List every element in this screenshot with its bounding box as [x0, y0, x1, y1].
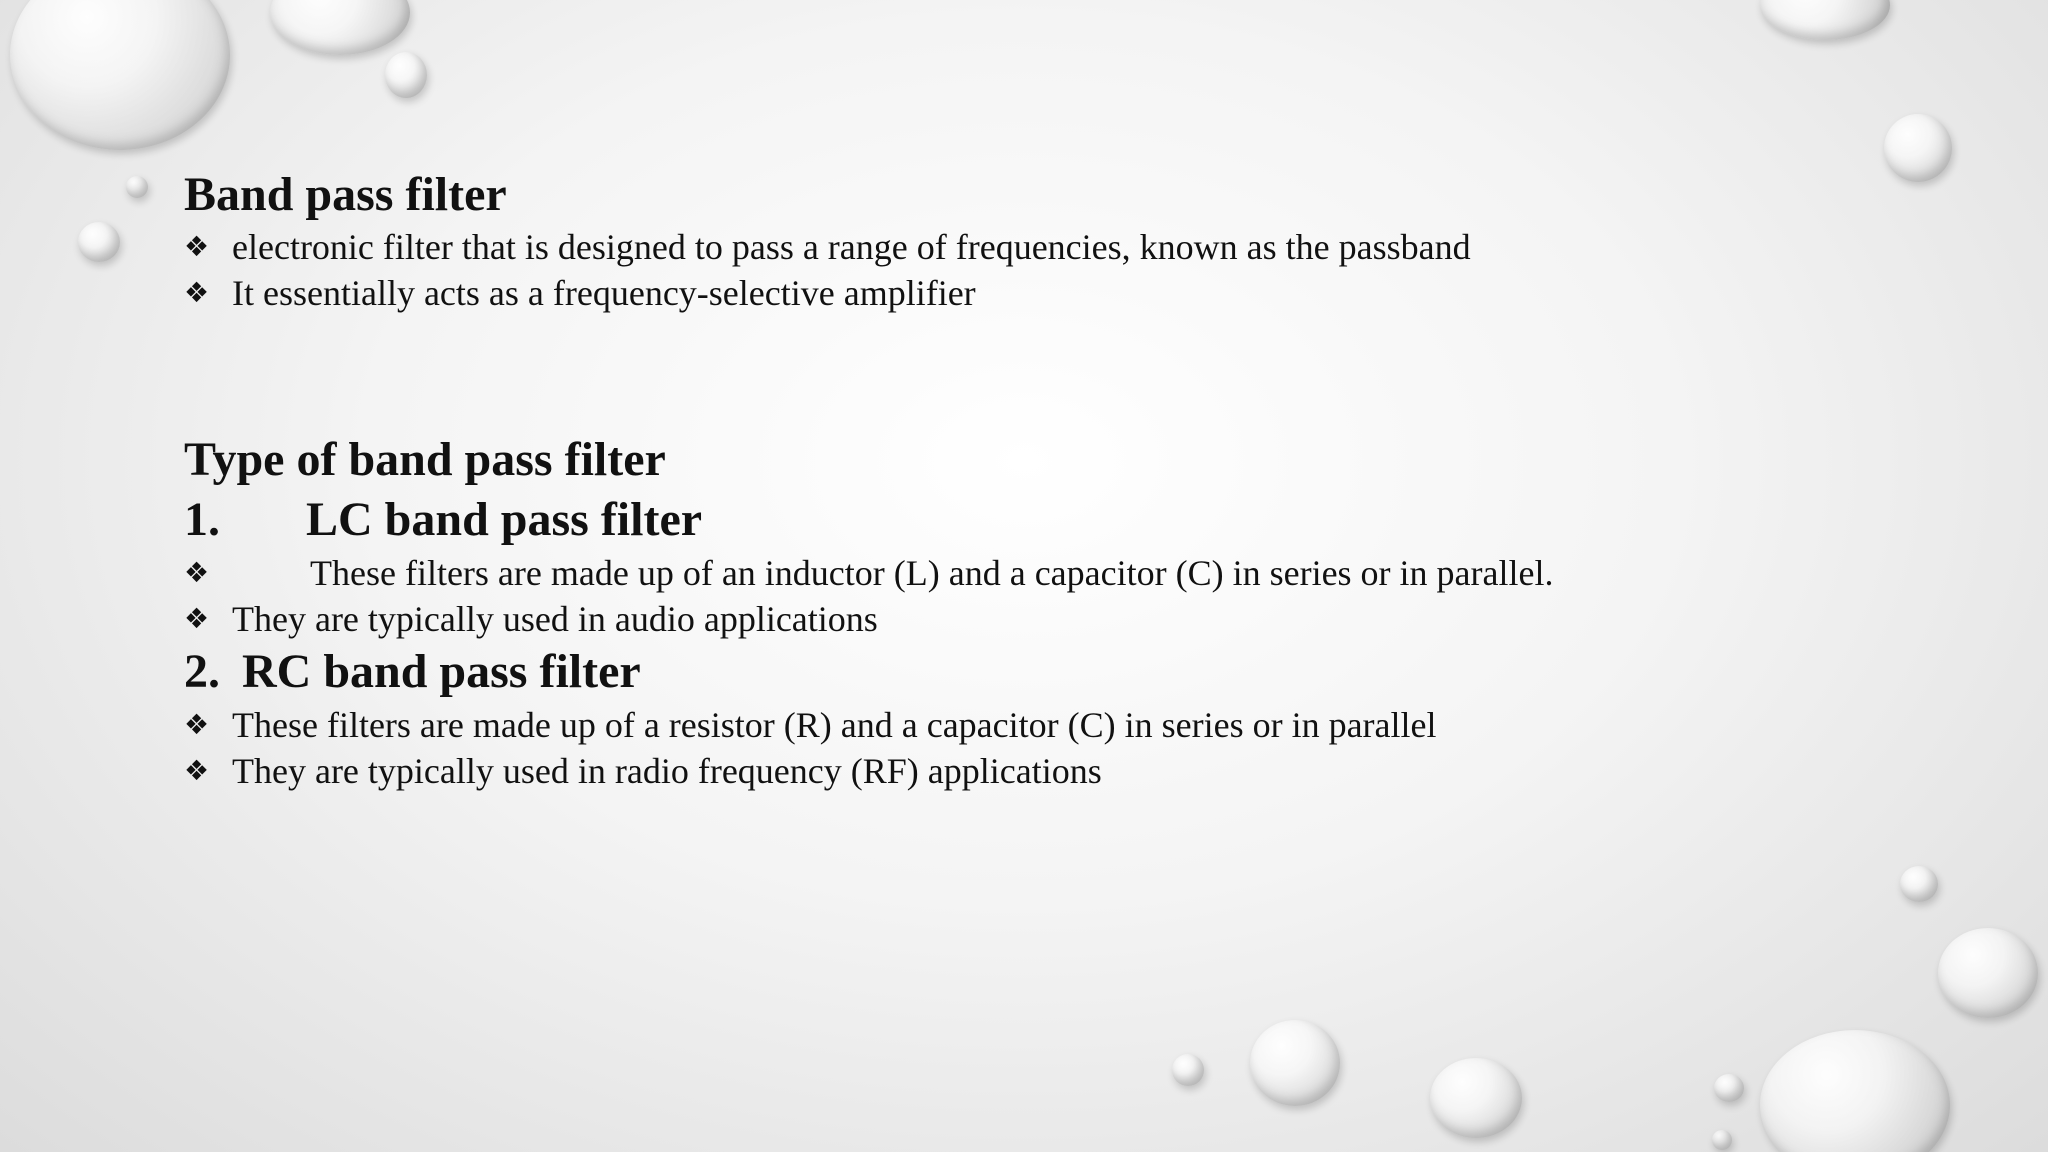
bullet-text: It essentially acts as a frequency-selective amplifier	[232, 273, 976, 313]
water-drop-decoration	[1250, 1020, 1340, 1106]
slide-content	[184, 166, 1584, 794]
bullet-item	[184, 224, 1584, 270]
bullet-item	[184, 702, 1584, 748]
water-drop-decoration	[1938, 928, 2038, 1018]
water-drop-decoration	[270, 0, 410, 55]
subsection-title-rc	[184, 642, 1584, 702]
diamond-bullet-icon: ❖	[184, 754, 210, 787]
water-drop-decoration	[1760, 0, 1890, 40]
bullet-text: These filters are made up of an inductor (L) and a capacitor (C) in series or in parallel.	[310, 553, 1554, 593]
bullet-text: electronic filter that is designed to pass a range of frequencies, known as the passband	[232, 227, 1471, 267]
diamond-bullet-icon: ❖	[184, 708, 210, 741]
water-drop-decoration	[1900, 866, 1938, 902]
bullet-text: These filters are made up of a resistor (R) and a capacitor (C) in series or in parallel	[232, 705, 1437, 745]
water-drop-decoration	[78, 222, 120, 262]
bullet-item	[184, 748, 1584, 794]
section-title-types: Type of band pass filter	[184, 433, 666, 486]
water-drop-decoration	[10, 0, 230, 150]
water-drop-decoration	[1172, 1054, 1204, 1086]
subsection-number: 1.	[184, 493, 220, 546]
bullet-text: They are typically used in audio applications	[232, 599, 878, 639]
water-drop-decoration	[1884, 114, 1952, 182]
diamond-bullet-icon: ❖	[184, 602, 210, 635]
water-drop-decoration	[1714, 1074, 1744, 1102]
water-drop-decoration	[1430, 1058, 1522, 1138]
section-title-band-pass-filter: Band pass filter	[184, 168, 507, 221]
diamond-bullet-icon: ❖	[184, 276, 210, 309]
water-drop-decoration	[126, 176, 148, 198]
bullet-item	[184, 550, 1584, 596]
subsection-number: 2.	[184, 645, 220, 698]
water-drop-decoration	[385, 52, 427, 98]
diamond-bullet-icon: ❖	[184, 230, 210, 263]
water-drop-decoration	[1760, 1030, 1950, 1152]
subsection-title-text: LC band pass filter	[306, 493, 703, 546]
subsection-title-lc	[184, 490, 1584, 550]
bullet-item	[184, 596, 1584, 642]
water-drop-decoration	[1712, 1130, 1732, 1150]
bullet-text: They are typically used in radio frequency (RF) applications	[232, 751, 1102, 791]
subsection-title-text: RC band pass filter	[242, 645, 641, 698]
bullet-item	[184, 270, 1584, 316]
diamond-bullet-icon: ❖	[184, 556, 210, 589]
